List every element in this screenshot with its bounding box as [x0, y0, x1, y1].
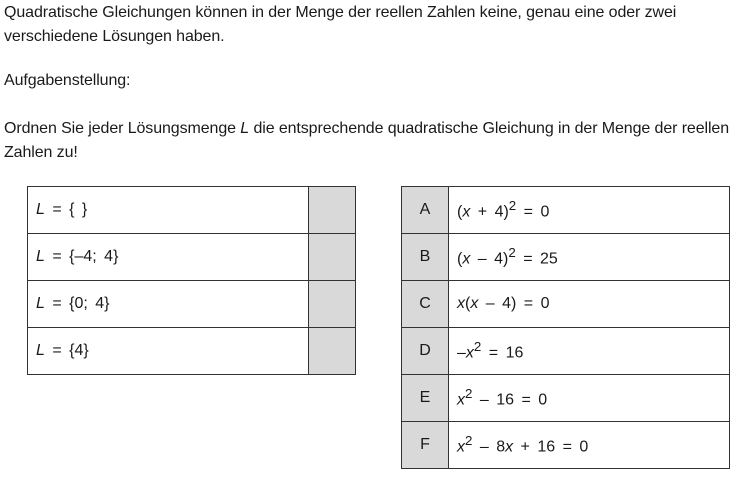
option-letter: A	[402, 187, 449, 234]
solution-set-table	[27, 186, 356, 375]
instruction-variable: L	[240, 120, 250, 137]
equation-row	[402, 422, 730, 469]
equation-cell: $x^2 - 16 = 0$	[449, 375, 730, 422]
answer-box[interactable]	[309, 328, 356, 375]
instruction-text	[4, 117, 739, 165]
set-value: = {0; 4}	[44, 295, 110, 312]
intro-text: Quadratische Gleichungen können in der Menge der reellen Zahlen keine, genau eine oder zwei verschiedene Lösungen haben.	[4, 4, 677, 45]
instruction-after: die entsprechende quadratische Gleichung in der Menge der reellen Zahlen zu!	[4, 120, 730, 161]
solution-set-row	[28, 187, 356, 234]
equation-cell: $-x^2 = 16$	[449, 328, 730, 375]
equation-table	[401, 186, 730, 469]
set-value: = {4}	[44, 342, 89, 359]
equation-row	[402, 234, 730, 281]
set-value: = { }	[44, 201, 88, 218]
option-letter: F	[402, 422, 449, 469]
solution-set-row	[28, 281, 356, 328]
equation-row	[402, 187, 730, 234]
solution-set-cell	[28, 281, 309, 328]
solution-set-row	[28, 328, 356, 375]
option-letter: C	[402, 281, 449, 328]
set-variable: L	[36, 248, 45, 265]
answer-box[interactable]	[309, 281, 356, 328]
task-heading: Aufgabenstellung:	[4, 72, 131, 89]
option-letter: B	[402, 234, 449, 281]
set-variable: L	[36, 342, 45, 359]
equation-row	[402, 328, 730, 375]
solution-set-cell	[28, 187, 309, 234]
equation-cell: x(x – 4) = 0	[449, 281, 730, 328]
answer-box[interactable]	[309, 234, 356, 281]
equation-row	[402, 281, 730, 328]
answer-box[interactable]	[309, 187, 356, 234]
option-letter: E	[402, 375, 449, 422]
equation-cell: $(x + 4)^2 = 0$	[449, 187, 730, 234]
solution-set-cell	[28, 234, 309, 281]
solution-set-cell	[28, 328, 309, 375]
solution-set-row	[28, 234, 356, 281]
set-variable: L	[36, 201, 45, 218]
option-letter: D	[402, 328, 449, 375]
set-variable: L	[36, 295, 45, 312]
equation-cell: $x^2 - 8x + 16 = 0$	[449, 422, 730, 469]
set-value: = {–4; 4}	[44, 248, 119, 265]
equation-cell: (x – 4)$^2$ = 25	[449, 234, 730, 281]
equation-row	[402, 375, 730, 422]
instruction-before: Ordnen Sie jeder Lösungsmenge	[4, 120, 241, 137]
